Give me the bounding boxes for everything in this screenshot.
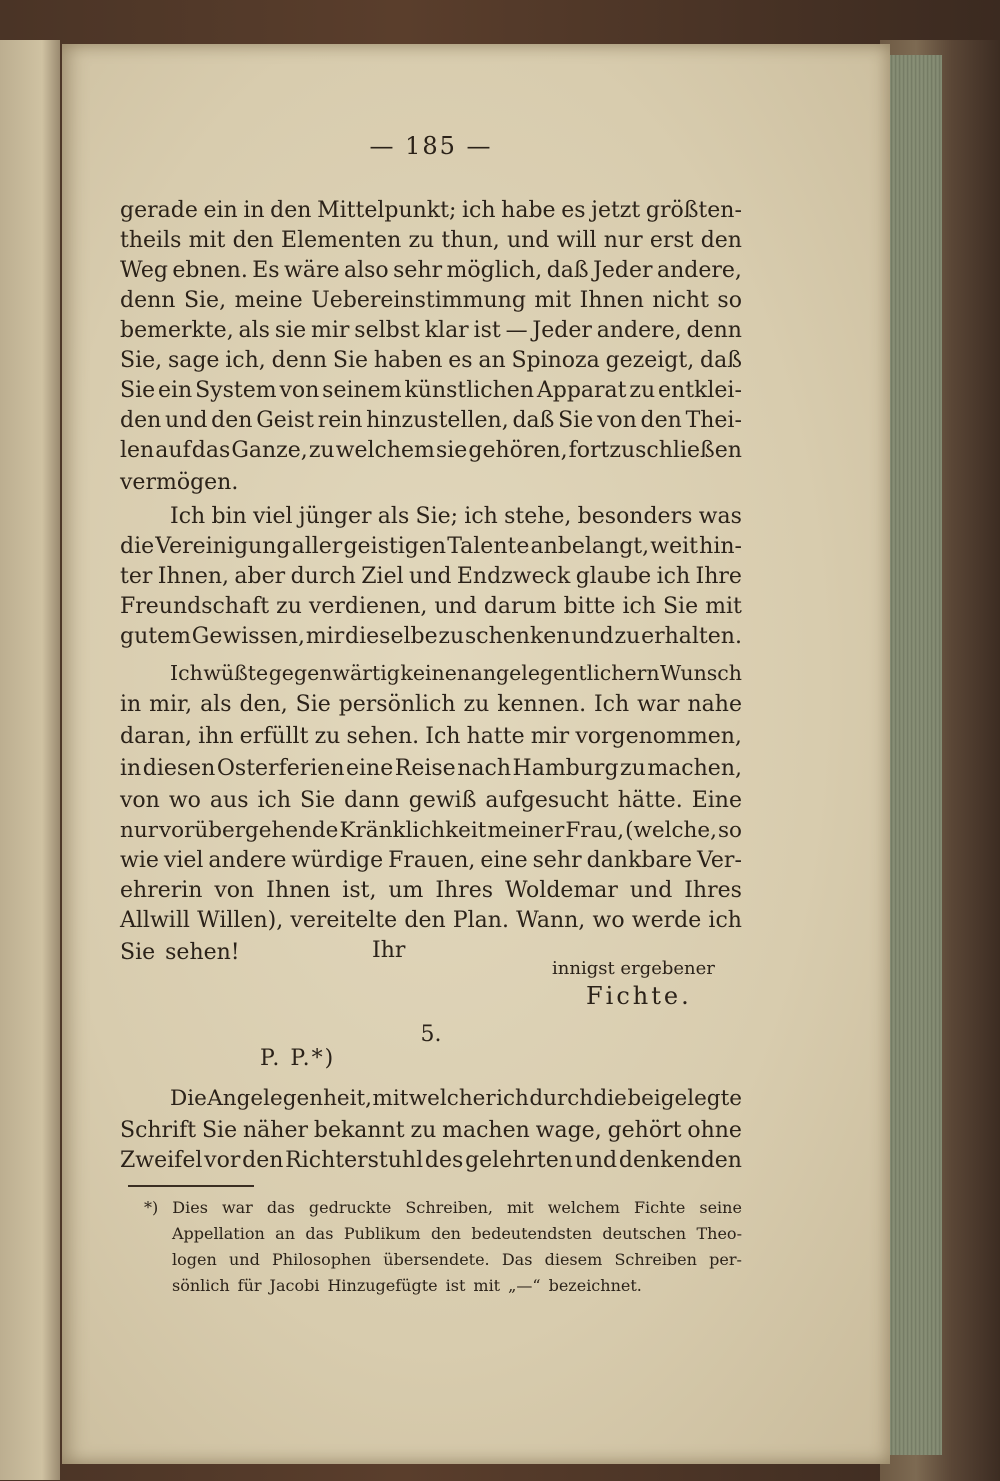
text-line: theils mit den Elementen zu thun, und will nur erst den [120,228,742,253]
text-line: Zweifel vor den Richterstuhl des gelehrten und denkenden [120,1148,742,1173]
text-line: Freundschaft zu verdienen, und darum bitte ich Sie mit [120,594,742,619]
text-line: daran, ihn erfüllt zu sehen. Ich hatte mir vorgenommen, [120,724,742,749]
signature: Fichte. [586,982,692,1010]
text-line: Schrift Sie näher bekannt zu machen wage, gehört ohne [120,1118,742,1143]
text-line: die Vereinigung aller geistigen Talente anbelangt, weit hin- [120,534,742,559]
text-line: bemerkte, als sie mir selbst klar ist — Jeder andere, denn [120,318,742,343]
text-line: wie viel andere würdige Frauen, eine sehr dankbare Ver- [120,848,742,873]
text-line: den und den Geist rein hinzustellen, daß Sie von den Thei- [120,408,742,433]
salutation: P. P.*) [260,1046,336,1071]
text-block [120,0,742,1481]
footnote-line: sönlich für Jacobi Hinzugefügte ist mit „—“ bezeichnet. [172,1276,642,1295]
closing-ihr: Ihr [372,938,406,963]
text-line: Sie ein System von seinem künstlichen Apparat zu entklei- [120,378,742,403]
text-line: ter Ihnen, aber durch Ziel und Endzweck glaube ich Ihre [120,564,742,589]
text-line: gutem Gewissen, mir dieselbe zu schenken und zu erhalten. [120,624,742,649]
text-line: len auf das Ganze, zu welchem sie gehören, fortzuschließen [120,438,742,463]
page-number: — 185 — [369,132,493,160]
text-line: ehrerin von Ihnen ist, um Ihres Woldemar und Ihres [120,878,742,903]
text-line: Die Angelegenheit, mit welcher ich durch die beigelegte [170,1086,742,1111]
closing-signoff: innigst ergebener [552,958,715,979]
footnote-line: Appellation an das Publikum den bedeutendsten deutschen Theo- [172,1224,742,1243]
text-line: Sie sehen! [120,940,240,965]
text-line: in diesen Osterferien eine Reise nach Hamburg zu machen, [120,756,742,781]
text-line: in mir, als den, Sie persönlich zu kennen. Ich war nahe [120,692,742,717]
text-line: nur vorübergehende Kränklichkeit meiner Frau, (welche, so [120,818,742,843]
footnote-rule [128,1185,254,1187]
footnote-line: logen und Philosophen übersendete. Das diesem Schreiben per- [172,1250,742,1269]
text-line: von wo aus ich Sie dann gewiß aufgesucht hätte. Eine [120,788,742,813]
text-line: Ich wüßte gegenwärtig keinen angelegentlichern Wunsch [170,661,742,685]
text-line: gerade ein in den Mittelpunkt; ich habe es jetzt größten- [120,198,742,223]
text-line: vermögen. [120,470,239,495]
text-line: Sie, sage ich, denn Sie haben es an Spinoza gezeigt, daß [120,348,742,373]
text-line: Allwill Willen), vereitelte den Plan. Wann, wo werde ich [120,908,742,933]
text-line: Weg ebnen. Es wäre also sehr möglich, daß Jeder andere, [120,258,742,283]
footnote-line: *) Dies war das gedruckte Schreiben, mit welchem Fichte seine [144,1198,742,1217]
text-line: denn Sie, meine Uebereinstimmung mit Ihnen nicht so [120,288,742,313]
left-page-edge [0,40,60,1480]
text-line: Ich bin viel jünger als Sie; ich stehe, besonders was [170,504,742,529]
letter-number: 5. [420,1022,442,1047]
